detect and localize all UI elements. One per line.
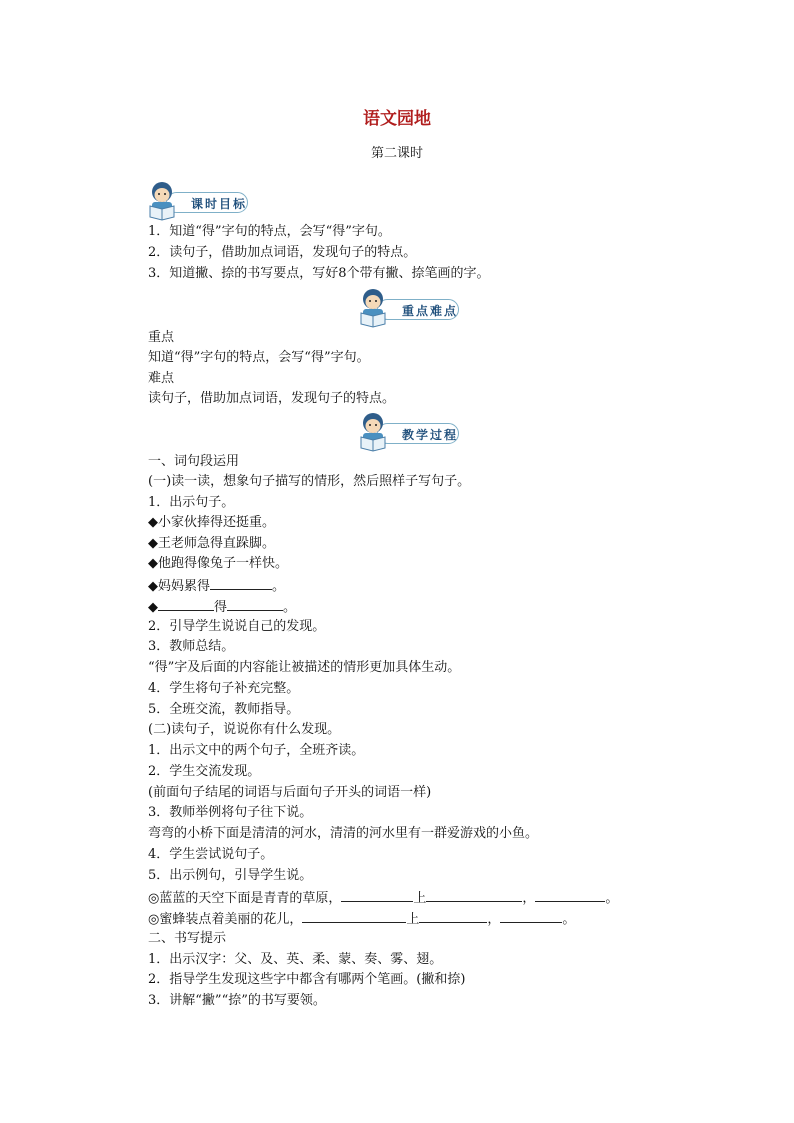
step: 5．全班交流，教师指导。 xyxy=(148,702,300,717)
step: 2．指导学生发现这些字中都含有哪两个笔画。(撇和捺) xyxy=(148,972,466,987)
page-subtitle: 第二课时 xyxy=(370,146,423,161)
step: 3．教师举例将句子往下说。 xyxy=(148,805,313,820)
badge-key-points xyxy=(355,287,465,331)
fill-prefix: ◎蜜蜂装点着美丽的花儿， xyxy=(148,912,303,927)
step: 1．出示文中的两个句子，全班齐读。 xyxy=(148,743,365,758)
step: 3．讲解“撇”“捺”的书写要领。 xyxy=(148,993,326,1008)
fill-end: 。 xyxy=(283,600,297,615)
badge-objectives xyxy=(144,180,254,224)
part-title: (二)读句子，说说你有什么发现。 xyxy=(148,722,341,737)
fill-comma: ， xyxy=(487,912,501,927)
difficulty-text: 读句子，借助加点词语，发现句子的特点。 xyxy=(148,391,396,406)
key-text: 知道“得”字句的特点，会写“得”字句。 xyxy=(148,350,370,365)
section-heading: 一、词句段运用 xyxy=(148,454,240,469)
part-title: (一)读一读，想象句子描写的情形，然后照样子写句子。 xyxy=(148,474,471,489)
fill-end: 。 xyxy=(562,912,576,927)
example-sentence: ◆王老师急得直跺脚。 xyxy=(148,536,275,551)
fill-prefix: ◎蓝蓝的天空下面是青青的草原， xyxy=(148,891,342,906)
fill-mid: 上 xyxy=(406,912,420,927)
fill-blank xyxy=(210,575,272,590)
fill-in-sentence xyxy=(148,908,575,930)
step: 2．引导学生说说自己的发现。 xyxy=(148,619,326,634)
fill-blank xyxy=(535,887,605,902)
fill-mid: 得 xyxy=(214,600,228,615)
student-reading-icon xyxy=(355,287,395,329)
badge-label: 重点难点 xyxy=(402,304,459,318)
badge-process xyxy=(355,411,465,455)
fill-blank xyxy=(419,908,487,923)
fill-blank xyxy=(341,887,413,902)
fill-blank xyxy=(500,908,562,923)
example-sentence: 弯弯的小桥下面是清清的河水，清清的河水里有一群爱游戏的小鱼。 xyxy=(148,826,539,841)
difficulty-label: 难点 xyxy=(148,371,175,386)
objective-item: 3．知道撇、捺的书写要点，写好8个带有撇、捺笔画的字。 xyxy=(148,266,490,281)
example-sentence: ◆小家伙捧得还挺重。 xyxy=(148,515,275,530)
fill-prefix: ◆ xyxy=(148,600,158,615)
step: 1．出示汉字：父、及、英、柔、蒙、奏、雾、翅。 xyxy=(148,952,443,967)
key-label: 重点 xyxy=(148,330,175,345)
fill-in-sentence xyxy=(148,887,618,909)
objective-item: 1．知道“得”字句的特点，会写“得”字句。 xyxy=(148,224,391,239)
example-sentence: ◆他跑得像兔子一样快。 xyxy=(148,556,288,571)
badge-label: 教学过程 xyxy=(402,428,459,442)
fill-blank xyxy=(158,596,214,611)
objective-item: 2．读句子，借助加点词语，发现句子的特点。 xyxy=(148,245,417,260)
fill-prefix: ◆妈妈累得 xyxy=(148,579,210,594)
step: 5．出示例句，引导学生说。 xyxy=(148,868,313,883)
step: 3．教师总结。 xyxy=(148,639,235,654)
section-heading: 二、书写提示 xyxy=(148,931,227,946)
fill-end: 。 xyxy=(272,579,286,594)
fill-in-sentence xyxy=(148,596,296,618)
summary-text: “得”字及后面的内容能让被描述的情形更加具体生动。 xyxy=(148,660,461,675)
fill-comma: ， xyxy=(522,891,536,906)
fill-end: 。 xyxy=(605,891,619,906)
step: 2．学生交流发现。 xyxy=(148,764,261,779)
fill-blank xyxy=(302,908,406,923)
fill-blank xyxy=(227,596,283,611)
note-text: (前面句子结尾的词语与后面句子开头的词语一样) xyxy=(148,785,432,800)
badge-label: 课时目标 xyxy=(191,197,248,211)
fill-in-sentence xyxy=(148,575,285,597)
fill-mid: 上 xyxy=(413,891,427,906)
fill-blank xyxy=(426,887,522,902)
student-reading-icon xyxy=(144,180,184,222)
step: 4．学生将句子补充完整。 xyxy=(148,681,300,696)
page-title: 语文园地 xyxy=(363,109,431,129)
step: 4．学生尝试说句子。 xyxy=(148,847,274,862)
student-reading-icon xyxy=(355,411,395,453)
step: 1．出示句子。 xyxy=(148,495,235,510)
